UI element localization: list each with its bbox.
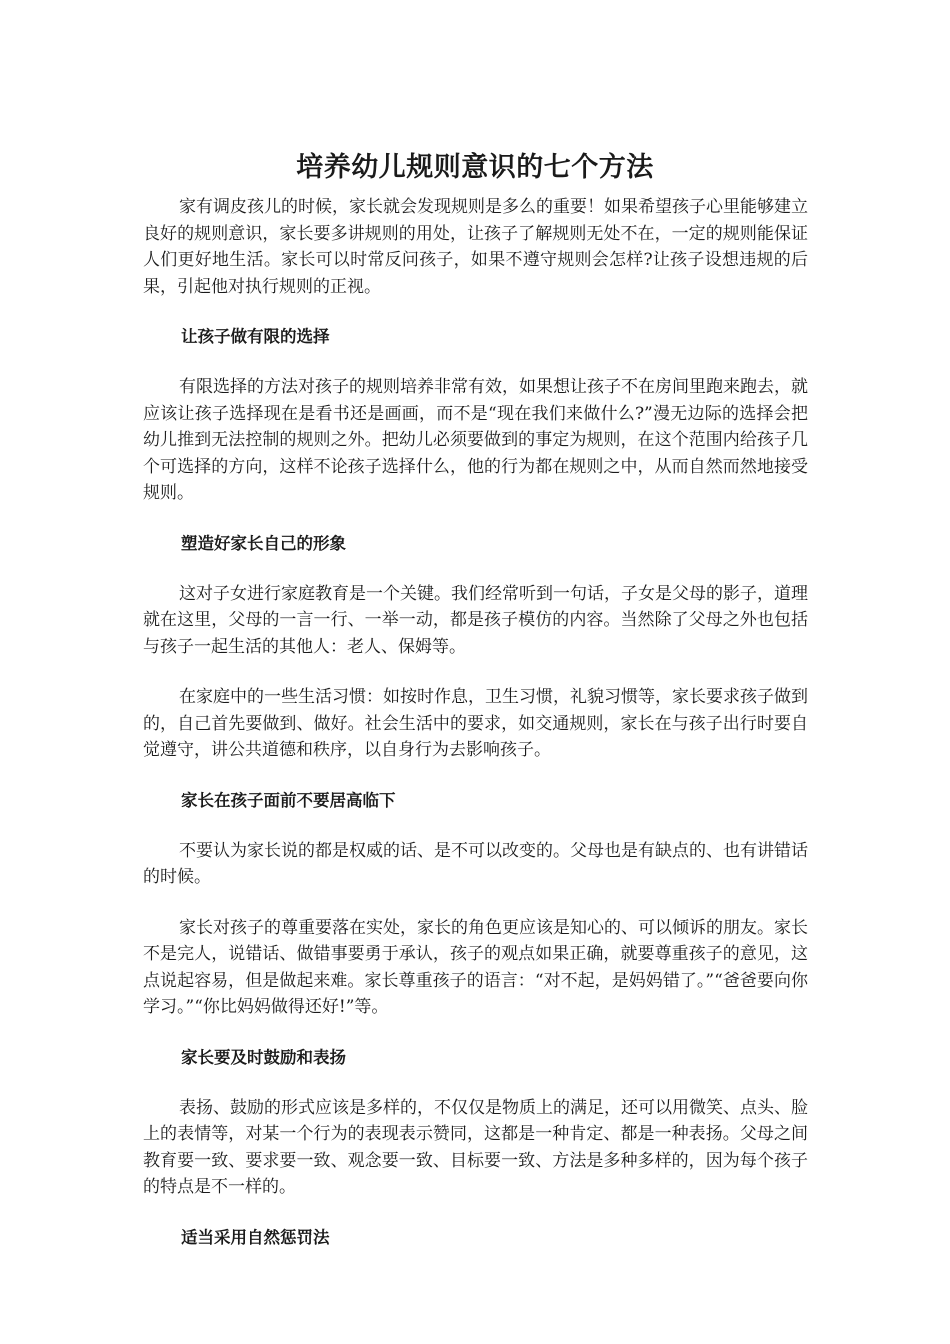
paragraph: 家有调皮孩儿的时候，家长就会发现规则是多么的重要！如果希望孩子心里能够建立良好的规则意识，家长要多讲规则的用处，让孩子了解规则无处不在，一定的规则能保证人们更好地生活。家长可以时常反问孩子，如果不遵守规则会怎样?让孩子设想违规的后果，引起他对执行规则的正视。: [143, 197, 808, 297]
paragraph: 不要认为家长说的都是权威的话、是不可以改变的。父母也是有缺点的、也有讲错话的时候。: [143, 840, 808, 887]
paragraph: 家长对孩子的尊重要落在实处，家长的角色更应该是知心的、可以倾诉的朋友。家长不是完人，说错话、做错事要勇于承认，孩子的观点如果正确，就要尊重孩子的意见，这点说起容易，但是做起来难。家长尊重孩子的语言：“对不起，是妈妈错了。”“爸爸要向你学习。”“你比妈妈做得还好!”等。: [143, 917, 808, 1017]
section-heading: 让孩子做有限的选择: [181, 327, 330, 346]
section-heading: 家长在孩子面前不要居高临下: [181, 790, 396, 810]
document-body: [143, 194, 808, 1275]
document-title: 培养幼儿规则意识的七个方法: [296, 152, 654, 184]
section-heading: 家长要及时鼓励和表扬: [181, 1047, 346, 1067]
section-heading: 适当采用自然惩罚法: [181, 1227, 330, 1247]
paragraph: 在家庭中的一些生活习惯：如按时作息，卫生习惯，礼貌习惯等，家长要求孩子做到的，自己首先要做到、做好。社会生活中的要求，如交通规则，家长在与孩子出行时要自觉遵守，讲公共道德和秩序，以自身行为去影响孩子。: [143, 687, 808, 760]
paragraph: 表扬、鼓励的形式应该是多样的，不仅仅是物质上的满足，还可以用微笑、点头、脸上的表情等，对某一个行为的表现表示赞同，这都是一种肯定、都是一种表扬。父母之间教育要一致、要求要一致、观念要一致、目标要一致、方法是多种多样的，因为每个孩子的特点是不一样的。: [143, 1097, 808, 1197]
section-heading: 塑造好家长自己的形象: [181, 533, 346, 553]
paragraph: 这对子女进行家庭教育是一个关键。我们经常听到一句话，子女是父母的影子，道理就在这里，父母的一言一行、一举一动，都是孩子模仿的内容。当然除了父母之外也包括与孩子一起生活的其他人：老人、保姆等。: [143, 583, 808, 657]
paragraph: 有限选择的方法对孩子的规则培养非常有效，如果想让孩子不在房间里跑来跑去，就应该让孩子选择现在是看书还是画画，而不是“现在我们来做什么?”漫无边际的选择会把幼儿推到无法控制的规则之外。把幼儿必须要做到的事定为规则，在这个范围内给孩子几个可选择的方向，这样不论孩子选择什么，他的行为都在规则之中，从而自然而然地接受规则。: [143, 377, 808, 503]
